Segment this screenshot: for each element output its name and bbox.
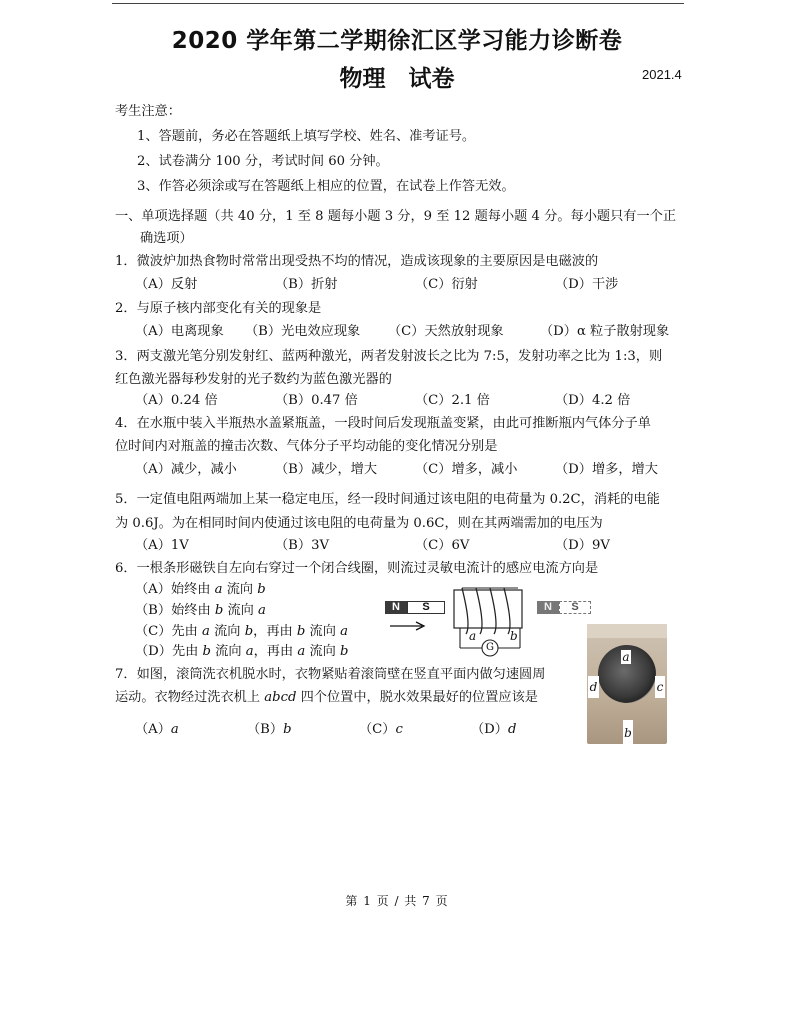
question-3-stem-cont: 红色激光器每秒发射的光子数约为蓝色激光器的	[115, 372, 392, 387]
q1-option-a[interactable]: （A）反射	[135, 277, 198, 292]
section-heading-cont: 确选项）	[140, 231, 193, 246]
position-a-label: a	[622, 650, 630, 664]
question-3-stem: 3．两支激光笔分别发射红、蓝两种激光，两者发射波长之比为 7:5，发射功率之比为 1:3，则	[115, 349, 663, 364]
question-7-stem-cont: 运动。衣物经过洗衣机上 abcd 四个位置中，脱水效果最好的位置应该是	[115, 690, 538, 705]
q7-option-c[interactable]: （C）c	[359, 722, 403, 737]
notice-item: 3、作答必须涂或写在答题纸上相应的位置，在试卷上作答无效。	[137, 179, 515, 194]
q3-option-b[interactable]: （B）0.47 倍	[275, 393, 358, 408]
q2-option-d[interactable]: （D）α 粒子散射现象	[540, 324, 670, 339]
question-2-stem: 2．与原子核内部变化有关的现象是	[115, 301, 322, 316]
exam-title: 2020 学年第二学期徐汇区学习能力诊断卷	[171, 28, 623, 54]
question-5-stem: 5．一定值电阻两端加上某一稳定电压，经一段时间通过该电阻的电荷量为 0.2C，消耗的电能	[115, 492, 660, 507]
magnet-right-n: N	[537, 601, 559, 614]
q2-option-a[interactable]: （A）电离现象	[135, 324, 224, 339]
q4-option-c[interactable]: （C）增多，减小	[415, 462, 518, 477]
question-4-stem: 4．在水瓶中装入半瓶热水盖紧瓶盖，一段时间后发现瓶盖变紧，由此可推断瓶内气体分子单	[115, 416, 651, 431]
terminal-b-label: b	[510, 629, 518, 643]
q4-option-b[interactable]: （B）减少，增大	[275, 462, 378, 477]
galvanometer-label: G	[486, 642, 494, 653]
exam-subtitle: 物理 试卷	[339, 66, 455, 92]
q6-option-b[interactable]: （B）始终由 b 流向 a	[135, 603, 266, 618]
q3-option-a[interactable]: （A）0.24 倍	[135, 393, 218, 408]
q2-option-b[interactable]: （B）光电效应现象	[245, 324, 361, 339]
motion-arrow-icon	[388, 620, 428, 632]
position-c-label: c	[655, 676, 665, 698]
position-b-label: b	[623, 720, 633, 744]
section-heading: 一、单项选择题（共 40 分，1 至 8 题每小题 3 分，9 至 12 题每小题 4 分。每小题只有一个正	[115, 209, 677, 224]
position-d-label: d	[588, 676, 599, 698]
q6-option-a[interactable]: （A）始终由 a 流向 b	[135, 582, 266, 597]
q4-option-a[interactable]: （A）减少，减小	[135, 462, 237, 477]
q7-option-a[interactable]: （A）a	[135, 722, 179, 737]
q7-option-b[interactable]: （B）b	[247, 722, 292, 737]
washer-control-panel	[587, 624, 667, 638]
magnet-left-n: N	[385, 601, 407, 614]
q6-option-c[interactable]: （C）先由 a 流向 b，再由 b 流向 a	[135, 624, 348, 639]
q5-option-c[interactable]: （C）6V	[415, 538, 470, 553]
q1-option-d[interactable]: （D）干涉	[555, 277, 619, 292]
page-number: 第 1 页 / 共 7 页	[345, 894, 449, 908]
notice-heading: 考生注意：	[115, 104, 181, 119]
exam-date: 2021.4	[642, 67, 682, 82]
q5-option-b[interactable]: （B）3V	[275, 538, 329, 553]
question-6-stem: 6．一根条形磁铁自左向右穿过一个闭合线圈，则流过灵敏电流计的感应电流方向是	[115, 561, 599, 576]
q4-option-d[interactable]: （D）增多，增大	[555, 462, 658, 477]
top-rule	[112, 3, 684, 4]
question-1-stem: 1．微波炉加热食物时常常出现受热不均的情况，造成该现象的主要原因是电磁波的	[115, 254, 599, 269]
washing-machine-image	[587, 624, 667, 744]
q2-option-c[interactable]: （C）天然放射现象	[388, 324, 504, 339]
q1-option-c[interactable]: （C）衍射	[415, 277, 478, 292]
magnet-right-s: S	[559, 601, 591, 614]
q6-option-d[interactable]: （D）先由 b 流向 a，再由 a 流向 b	[135, 644, 349, 659]
q3-option-c[interactable]: （C）2.1 倍	[415, 393, 490, 408]
q3-option-d[interactable]: （D）4.2 倍	[555, 393, 631, 408]
magnet-left-s: S	[407, 601, 445, 614]
question-5-stem-cont: 为 0.6J。为在相同时间内使通过该电阻的电荷量为 0.6C，则在其两端需加的电压为	[115, 516, 603, 531]
question-7-stem: 7．如图，滚筒洗衣机脱水时，衣物紧贴着滚筒壁在竖直平面内做匀速圆周	[115, 667, 546, 682]
terminal-a-label: a	[469, 629, 477, 643]
q5-option-d[interactable]: （D）9V	[555, 538, 610, 553]
q7-option-d[interactable]: （D）d	[471, 722, 517, 737]
q1-option-b[interactable]: （B）折射	[275, 277, 338, 292]
notice-item: 1、答题前，务必在答题纸上填写学校、姓名、准考证号。	[137, 129, 476, 144]
notice-item: 2、试卷满分 100 分，考试时间 60 分钟。	[137, 154, 389, 169]
q5-option-a[interactable]: （A）1V	[135, 538, 189, 553]
question-4-stem-cont: 位时间内对瓶盖的撞击次数、气体分子平均动能的变化情况分别是	[115, 439, 498, 454]
